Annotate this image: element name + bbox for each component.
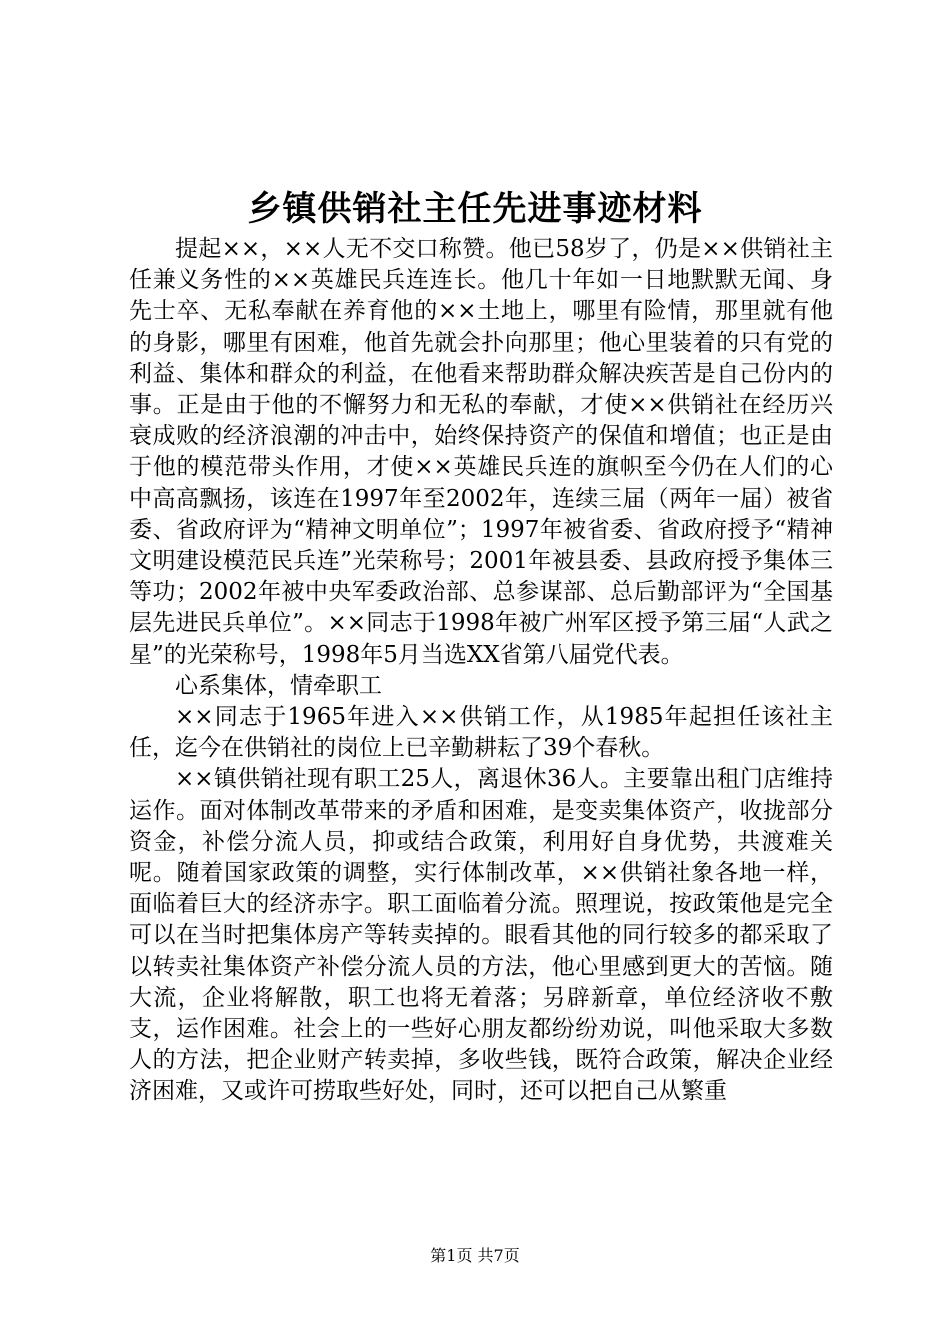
section-heading: 心系集体，情牵职工 [175,672,382,699]
document-body [129,234,833,1108]
page-number-footer: 第1页 共7页 [430,1246,520,1265]
paragraph-career: ××同志于1965年进入××供销工作，从1985年起担任该社主任，迄今在供销社的岗位上已辛勤耕耘了39个春秋。 [129,704,833,762]
paragraph-situation: ××镇供销社现有职工25人，离退休36人。主要靠出租门店维持运作。面对体制改革带来的矛盾和困难，是变卖集体资产，收拢部分资金，补偿分流人员，抑或结合政策，利用好自身优势，共渡难关呢。随着国家政策的调整，实行体制改革，××供销社象各地一样，面临着巨大的经济赤字。职工面临着分流。照理说，按政策他是完全可以在当时把集体房产等转卖掉的。眼看其他的同行较多的都采取了以转卖社集体资产补偿分流人员的方法，他心里感到更大的苦恼。随大流，企业将解散，职工也将无着落；另辟新章，单位经济收不敷支，运作困难。社会上的一些好心朋友都纷纷劝说，叫他采取大多数人的方法，把企业财产转卖掉，多收些钱，既符合政策，解决企业经济困难，又或许可捞取些好处，同时，还可以把自己从繁重 [129,766,833,1105]
paragraph-intro: 提起××，××人无不交口称赞。他已58岁了，仍是××供销社主任兼义务性的××英雄民兵连连长。他几十年如一日地默默无闻、身先士卒、无私奉献在养育他的××土地上，哪里有险情，那里就有他的身影，哪里有困难，他首先就会扑向那里；他心里装着的只有党的利益、集体和群众的利益，在他看来帮助群众解决疾苦是自己份内的事。正是由于他的不懈努力和无私的奉献，才使××供销社在经历兴衰成败的经济浪潮的冲击中，始终保持资产的保值和增值；也正是由于他的模范带头作用，才使××英雄民兵连的旗帜至今仍在人们的心中高高飘扬，该连在1997年至2002年，连续三届（两年一届）被省委、省政府评为“精神文明单位”；1997年被省委、省政府授予“精神文明建设模范民兵连”光荣称号；2001年被县委、县政府授予集体三等功；2002年被中央军委政治部、总参谋部、总后勤部评为“全国基层先进民兵单位”。××同志于1998年被广州军区授予第三届“人武之星”的光荣称号，1998年5月当选XX省第八届党代表。 [129,236,833,668]
document-title: 乡镇供销社主任先进事迹材料 [247,189,703,229]
